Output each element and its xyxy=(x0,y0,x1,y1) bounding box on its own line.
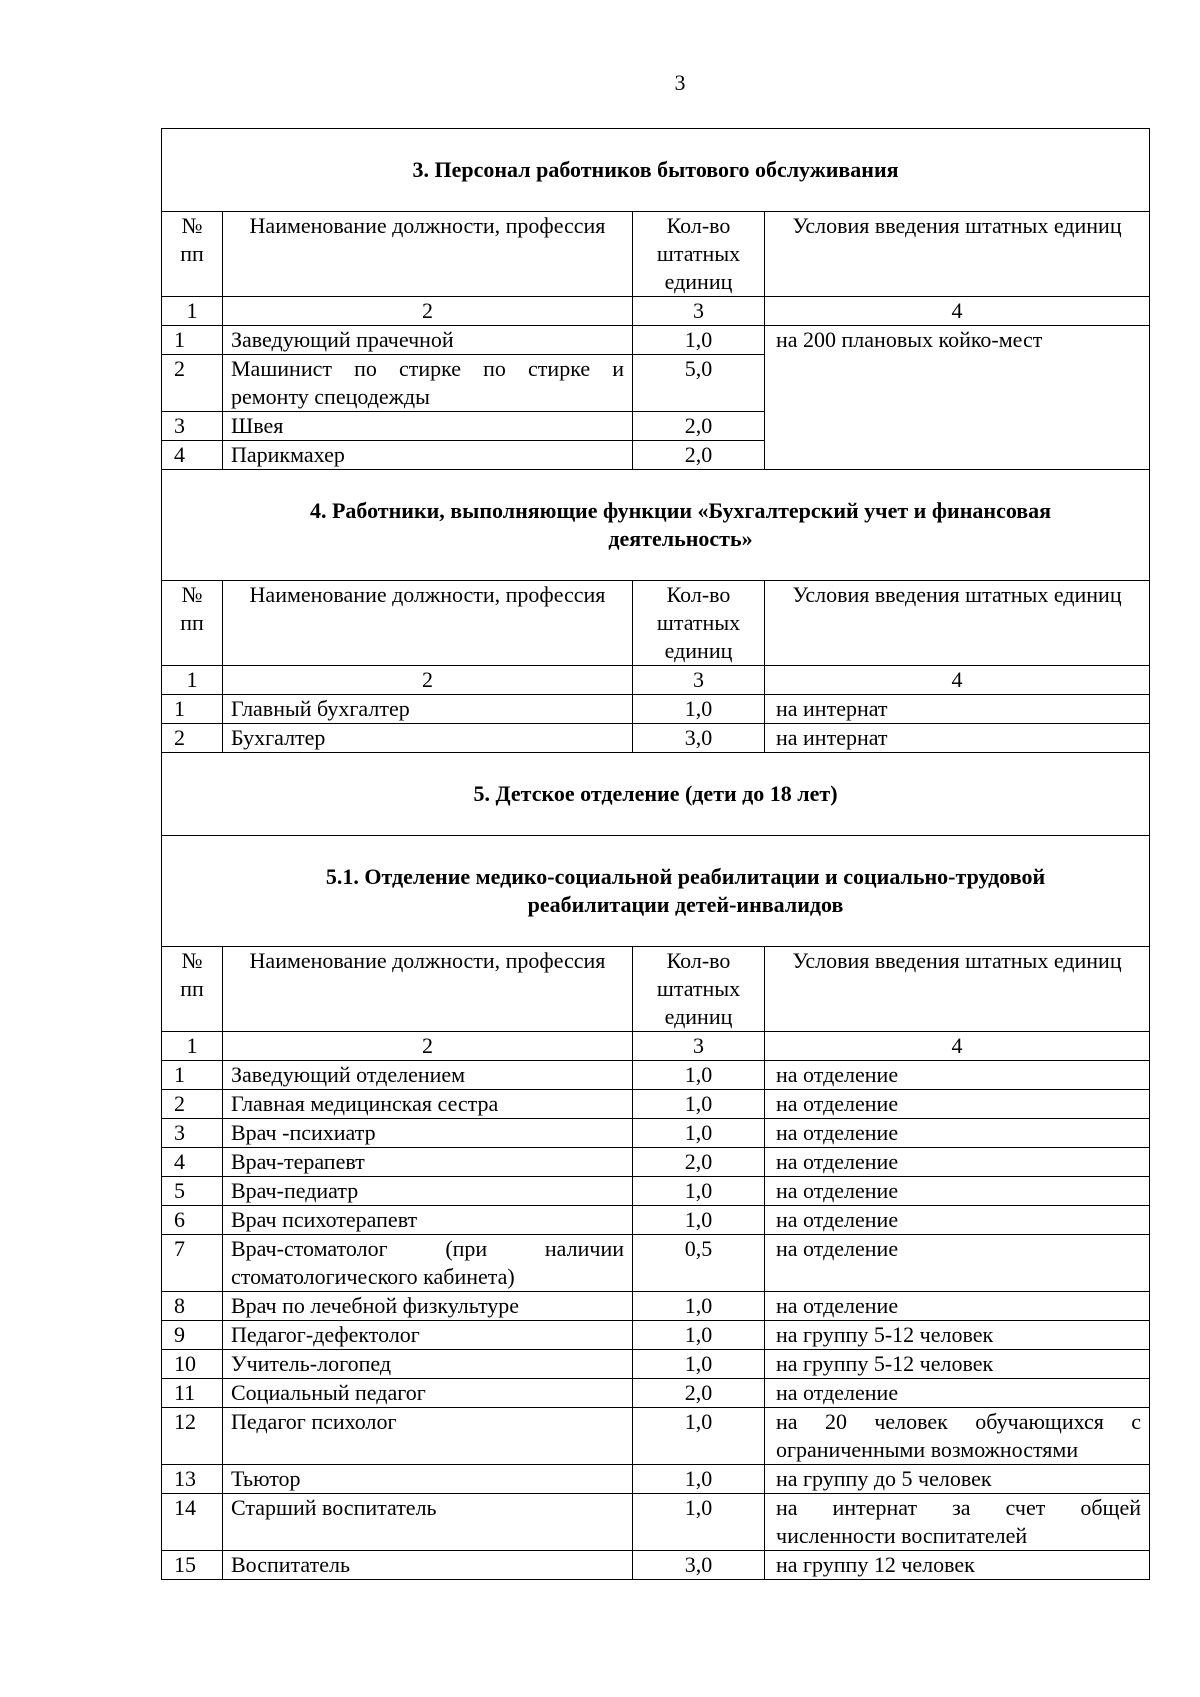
position-name: Педагог-дефектолог xyxy=(223,1321,633,1350)
position-name: Заведующий прачечной xyxy=(223,326,633,355)
table-row xyxy=(162,1235,1150,1292)
table-row xyxy=(162,1350,1150,1379)
row-number: 3 xyxy=(162,1119,223,1148)
col-number: 4 xyxy=(765,666,1150,695)
col-number: 3 xyxy=(633,297,765,326)
position-count: 1,0 xyxy=(633,1494,765,1551)
position-condition: на отделение xyxy=(765,1061,1150,1090)
position-count: 1,0 xyxy=(633,1408,765,1465)
row-number: 12 xyxy=(162,1408,223,1465)
position-name: Швея xyxy=(223,412,633,441)
row-number: 10 xyxy=(162,1350,223,1379)
position-count: 1,0 xyxy=(633,1321,765,1350)
header-name: Наименование должности, профессия xyxy=(223,581,633,666)
col-number: 1 xyxy=(162,666,223,695)
position-condition: на отделение xyxy=(765,1292,1150,1321)
col-number: 1 xyxy=(162,297,223,326)
header-name: Наименование должности, профессия xyxy=(223,212,633,297)
table-row xyxy=(162,1465,1150,1494)
position-count: 2,0 xyxy=(633,441,765,470)
position-name: Врач-педиатр xyxy=(223,1177,633,1206)
col-number: 2 xyxy=(223,297,633,326)
table-row xyxy=(162,1551,1150,1580)
position-name: Учитель-логопед xyxy=(223,1350,633,1379)
table-row xyxy=(162,695,1150,724)
header-row xyxy=(162,212,1150,297)
position-name: Машинист по стирке по стирке и ремонту спецодежды xyxy=(223,355,633,412)
position-name: Заведующий отделением xyxy=(223,1061,633,1090)
header-count: Кол-во штатных единиц xyxy=(633,581,765,666)
position-condition: на отделение xyxy=(765,1206,1150,1235)
position-condition: на группу 5-12 человек xyxy=(765,1350,1150,1379)
position-condition: на отделение xyxy=(765,1090,1150,1119)
table-row xyxy=(162,1061,1150,1090)
header-row xyxy=(162,581,1150,666)
table-row xyxy=(162,1292,1150,1321)
row-number: 5 xyxy=(162,1177,223,1206)
row-number: 4 xyxy=(162,1148,223,1177)
row-number: 6 xyxy=(162,1206,223,1235)
position-condition: на группу 12 человек xyxy=(765,1551,1150,1580)
position-name: Врач -психиатр xyxy=(223,1119,633,1148)
section-title-row xyxy=(162,753,1150,836)
table-row xyxy=(162,1177,1150,1206)
header-conditions: Условия введения штатных единиц xyxy=(765,947,1150,1032)
table-row xyxy=(162,1379,1150,1408)
row-number: 8 xyxy=(162,1292,223,1321)
position-condition: на отделение xyxy=(765,1148,1150,1177)
position-name: Социальный педагог xyxy=(223,1379,633,1408)
header-name: Наименование должности, профессия xyxy=(223,947,633,1032)
position-condition: на группу 5-12 человек xyxy=(765,1321,1150,1350)
position-count: 1,0 xyxy=(633,1350,765,1379)
position-count: 3,0 xyxy=(633,1551,765,1580)
position-condition: на 200 плановых койко-мест xyxy=(765,326,1150,470)
section-title-row xyxy=(162,129,1150,212)
position-name: Бухгалтер xyxy=(223,724,633,753)
row-number: 1 xyxy=(162,326,223,355)
position-count: 1,0 xyxy=(633,1061,765,1090)
table-row xyxy=(162,1148,1150,1177)
col-number: 3 xyxy=(633,1032,765,1061)
position-count: 1,0 xyxy=(633,326,765,355)
row-number: 1 xyxy=(162,695,223,724)
position-name: Тьютор xyxy=(223,1465,633,1494)
table-row xyxy=(162,724,1150,753)
position-condition: на отделение xyxy=(765,1379,1150,1408)
position-condition: на интернат за счет общей численности воспитателей xyxy=(765,1494,1150,1551)
position-name: Врач по лечебной физкультуре xyxy=(223,1292,633,1321)
row-number: 4 xyxy=(162,441,223,470)
row-number: 2 xyxy=(162,355,223,412)
staffing-table xyxy=(161,128,1150,1580)
table-row xyxy=(162,1119,1150,1148)
col-number: 3 xyxy=(633,666,765,695)
row-number: 2 xyxy=(162,724,223,753)
table-row xyxy=(162,326,1150,355)
col-number: 2 xyxy=(223,1032,633,1061)
row-number: 7 xyxy=(162,1235,223,1292)
table-row xyxy=(162,1494,1150,1551)
position-count: 1,0 xyxy=(633,695,765,724)
section-4-title: 4. Работники, выполняющие функции «Бухгалтерский учет и финансовая деятельность» xyxy=(162,470,1150,581)
position-count: 5,0 xyxy=(633,355,765,412)
row-number: 9 xyxy=(162,1321,223,1350)
position-name: Педагог психолог xyxy=(223,1408,633,1465)
position-condition: на 20 человек обучающихся с ограниченными возможностями xyxy=(765,1408,1150,1465)
header-num: № пп xyxy=(162,947,223,1032)
col-number: 2 xyxy=(223,666,633,695)
position-name: Врач-терапевт xyxy=(223,1148,633,1177)
position-count: 0,5 xyxy=(633,1235,765,1292)
row-number: 3 xyxy=(162,412,223,441)
row-number: 13 xyxy=(162,1465,223,1494)
position-name: Старший воспитатель xyxy=(223,1494,633,1551)
position-condition: на интернат xyxy=(765,695,1150,724)
header-num: № пп xyxy=(162,581,223,666)
section-5-title: 5. Детское отделение (дети до 18 лет) xyxy=(162,753,1150,836)
position-name: Парикмахер xyxy=(223,441,633,470)
position-count: 1,0 xyxy=(633,1206,765,1235)
section-title-row xyxy=(162,836,1150,947)
position-name: Врач психотерапевт xyxy=(223,1206,633,1235)
position-condition: на отделение xyxy=(765,1177,1150,1206)
position-count: 1,0 xyxy=(633,1465,765,1494)
col-number: 1 xyxy=(162,1032,223,1061)
page-number: 3 xyxy=(674,70,686,95)
position-count: 2,0 xyxy=(633,412,765,441)
position-name: Врач-стоматолог (при наличии стоматологического кабинета) xyxy=(223,1235,633,1292)
section-5-1-title: 5.1. Отделение медико-социальной реабилитации и социально-трудовой реабилитации детей-инвалидов xyxy=(162,836,1150,947)
header-count: Кол-во штатных единиц xyxy=(633,947,765,1032)
position-condition: на группу до 5 человек xyxy=(765,1465,1150,1494)
table-row xyxy=(162,1321,1150,1350)
position-count: 1,0 xyxy=(633,1119,765,1148)
position-condition: на интернат xyxy=(765,724,1150,753)
table-row xyxy=(162,1090,1150,1119)
position-count: 3,0 xyxy=(633,724,765,753)
header-conditions: Условия введения штатных единиц xyxy=(765,212,1150,297)
position-count: 2,0 xyxy=(633,1379,765,1408)
section-title-row xyxy=(162,470,1150,581)
position-name: Воспитатель xyxy=(223,1551,633,1580)
position-condition: на отделение xyxy=(765,1119,1150,1148)
row-number: 1 xyxy=(162,1061,223,1090)
table-row xyxy=(162,1206,1150,1235)
column-number-row xyxy=(162,1032,1150,1061)
position-name: Главная медицинская сестра xyxy=(223,1090,633,1119)
position-count: 1,0 xyxy=(633,1177,765,1206)
section-3-title: 3. Персонал работников бытового обслуживания xyxy=(162,129,1150,212)
header-row xyxy=(162,947,1150,1032)
row-number: 11 xyxy=(162,1379,223,1408)
table-row xyxy=(162,1408,1150,1465)
position-name: Главный бухгалтер xyxy=(223,695,633,724)
position-count: 1,0 xyxy=(633,1090,765,1119)
row-number: 14 xyxy=(162,1494,223,1551)
header-conditions: Условия введения штатных единиц xyxy=(765,581,1150,666)
col-number: 4 xyxy=(765,297,1150,326)
header-num: № пп xyxy=(162,212,223,297)
column-number-row xyxy=(162,297,1150,326)
header-count: Кол-во штатных единиц xyxy=(633,212,765,297)
position-count: 1,0 xyxy=(633,1292,765,1321)
column-number-row xyxy=(162,666,1150,695)
row-number: 15 xyxy=(162,1551,223,1580)
position-count: 2,0 xyxy=(633,1148,765,1177)
row-number: 2 xyxy=(162,1090,223,1119)
col-number: 4 xyxy=(765,1032,1150,1061)
position-condition: на отделение xyxy=(765,1235,1150,1292)
